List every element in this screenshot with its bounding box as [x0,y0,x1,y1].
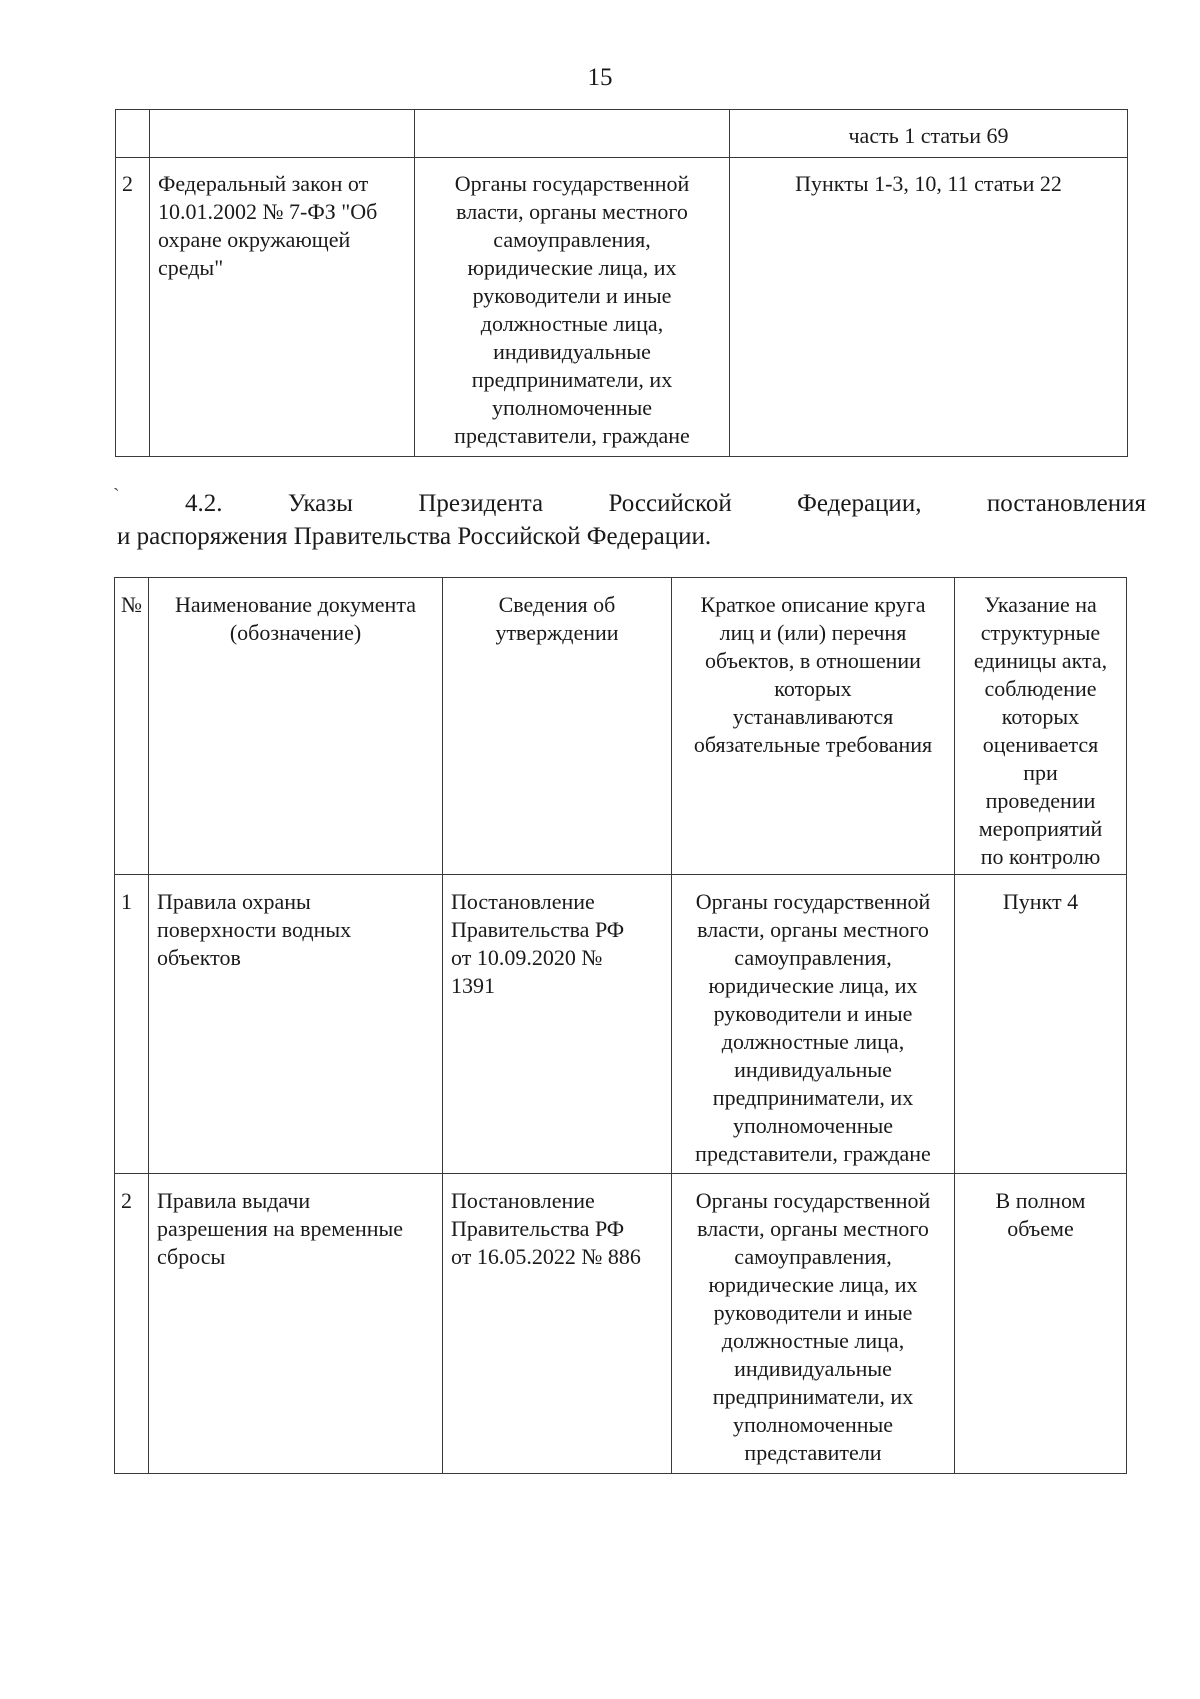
cell-text-line: власти, органы местного [456,199,688,224]
structural-units-cell: Пункты 1-3, 10, 11 статьи 22 [730,158,1128,457]
row-number-cell: 1 [115,875,149,1174]
header-structural-units [955,578,1127,875]
section-heading [117,487,1146,553]
scan-mark: ` [113,485,120,507]
cell-text-line: руководители и иные [472,283,672,308]
cell-text-line: уполномоченные [732,1113,894,1138]
cell-text-line: юридические лица, их [708,1272,918,1297]
subjects-cell [672,875,955,1174]
cell-text-line: Сведения об [498,592,616,617]
cell-text-line: индивидуальные [734,1356,892,1381]
section-heading-line-2: и распоряжения Правительства Российской Федерации. [117,523,712,550]
table-header-row [115,578,1127,875]
cell-text-line: представители [744,1440,882,1465]
page-number: 15 [587,64,613,91]
document-name-cell [149,1174,443,1474]
cell-text-line: объеме [1007,1216,1074,1241]
cell-text-line: Правительства РФ [451,917,625,942]
subjects-cell [672,1174,955,1474]
header-number: № [115,578,149,875]
cell-text-line: поверхности водных [157,917,352,942]
cell-text-line: Органы государственной [695,889,931,914]
approval-cell [443,875,672,1174]
subjects-cell [415,110,730,158]
structural-units-cell [955,875,1127,1174]
cell-text-line: власти, органы местного [697,1216,929,1241]
cell-text-line: юридические лица, их [467,255,677,280]
cell-text-line: должностные лица, [480,311,664,336]
cell-text-line: руководители и иные [713,1300,913,1325]
cell-text-line: от 16.05.2022 № 886 [451,1244,641,1269]
cell-text-line: представители, граждане [695,1141,931,1166]
cell-text-line: (обозначение) [229,620,362,645]
cell-text-line: лиц и (или) перечня [719,620,907,645]
cell-text-line: предприниматели, их [471,367,673,392]
row-number-cell: 2 [115,1174,149,1474]
cell-text-line: Указание на [984,592,1097,617]
cell-text-line: 1391 [451,973,495,998]
cell-text-line: при [1023,760,1058,785]
cell-text-line: разрешения на временные [157,1216,404,1241]
table-row [115,875,1127,1174]
cell-text-line: соблюдение [984,676,1097,701]
cell-text-line: В полном [995,1188,1086,1213]
cell-text-line: Краткое описание круга [700,592,926,617]
cell-text-line: сбросы [157,1244,226,1269]
cell-text-line: юридические лица, их [708,973,918,998]
cell-text-line: устанавливаются [732,704,894,729]
cell-text-line: обязательные требования [693,732,933,757]
approval-cell [443,1174,672,1474]
cell-text-line: единицы акта, [973,648,1108,673]
cell-text-line: самоуправления, [734,945,892,970]
cell-text-line: должностные лица, [721,1328,905,1353]
cell-text-line: Пункт 4 [1002,889,1079,914]
section-heading-line-1: 4.2. Указы Президента Российской Федерации, постановления [185,490,1146,517]
cell-text-line: которых [774,676,852,701]
cell-text-line: от 10.09.2020 № [451,945,603,970]
cell-text-line: представители, граждане [454,423,690,448]
cell-text-line: власти, органы местного [697,917,929,942]
cell-text-line: Постановление [451,1188,595,1213]
document-name-cell [150,158,415,457]
cell-text-line: среды" [158,255,224,280]
header-subjects [672,578,955,875]
row-number-cell [116,110,150,158]
header-approval [443,578,672,875]
cell-text-line: Федеральный закон от [158,171,369,196]
structural-units-cell [955,1174,1127,1474]
cell-text-line: мероприятий [978,816,1103,841]
cell-text-line: Правила выдачи [157,1188,311,1213]
subjects-cell [415,158,730,457]
cell-text-line: Наименование документа [175,592,416,617]
cell-text-line: объектов [157,945,241,970]
cell-text-line: которых [1001,704,1080,729]
row-number-cell: 2 [116,158,150,457]
cell-text-line: индивидуальные [734,1057,892,1082]
cell-text-line: утверждении [495,620,619,645]
cell-text-line: охране окружающей [158,227,351,252]
cell-text-line: уполномоченные [732,1412,894,1437]
cell-text-line: структурные [980,620,1101,645]
document-name-cell [149,875,443,1174]
cell-text-line: проведении [985,788,1096,813]
cell-text-line: оценивается [982,732,1099,757]
document-name-cell [150,110,415,158]
table-row [116,110,1128,158]
table-row [116,158,1128,457]
cell-text-line: Правительства РФ [451,1216,625,1241]
cell-text-line: Органы государственной [695,1188,931,1213]
cell-text-line: должностные лица, [721,1029,905,1054]
cell-text-line: руководители и иные [713,1001,913,1026]
cell-text-line: Органы государственной [454,171,690,196]
cell-text-line: Правила охраны [157,889,311,914]
cell-text-line: предприниматели, их [712,1085,914,1110]
cell-text-line: самоуправления, [493,227,651,252]
continuation-table [115,109,1128,457]
cell-text-line: самоуправления, [734,1244,892,1269]
header-document-name [149,578,443,875]
cell-text-line: уполномоченные [491,395,653,420]
requirements-table [114,577,1127,1474]
cell-text-line: объектов, в отношении [705,648,921,673]
table-row [115,1174,1127,1474]
cell-text-line: индивидуальные [493,339,651,364]
cell-text-line: по контролю [980,844,1101,869]
cell-text-line: 10.01.2002 № 7-ФЗ "Об [158,199,378,224]
cell-text-line: Постановление [451,889,595,914]
cell-text-line: предприниматели, их [712,1384,914,1409]
structural-units-cell: часть 1 статьи 69 [730,110,1128,158]
